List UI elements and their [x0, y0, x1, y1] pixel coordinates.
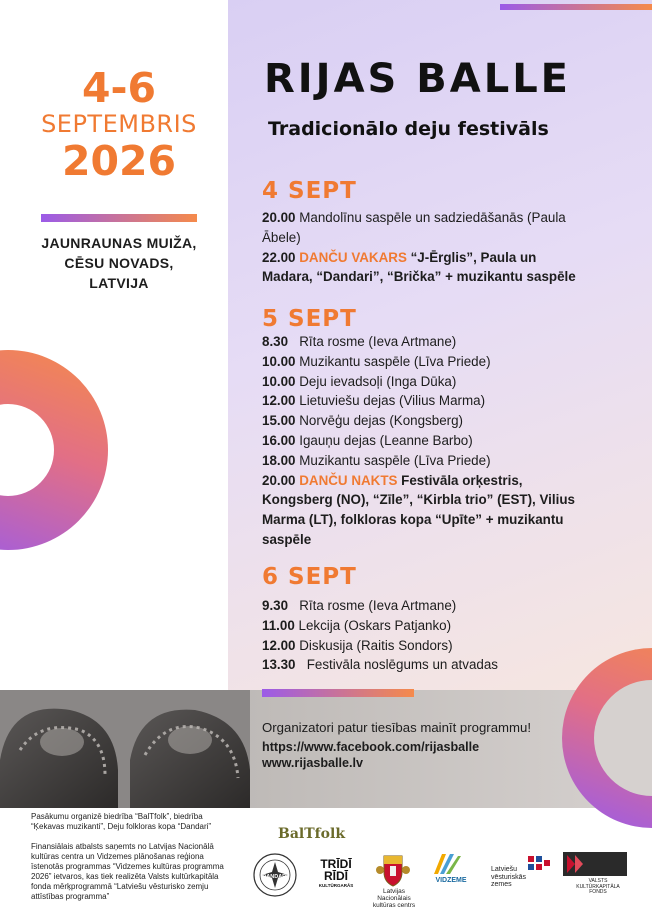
- vidzeme-logo-text: VIDZEME: [435, 877, 467, 884]
- schedule-item: [262, 471, 642, 491]
- dance-shoes-photo: [0, 690, 250, 808]
- schedule-text: Igauņu dejas (Leanne Barbo): [299, 432, 473, 448]
- schedule-item: [262, 352, 642, 372]
- venue: [20, 233, 218, 293]
- festival-subtitle: Tradicionālo deju festivāls: [268, 118, 549, 140]
- schedule-item: [262, 372, 642, 392]
- logo-text: Latviešu: [491, 866, 518, 873]
- logo-text: VALSTS: [588, 878, 608, 884]
- venue-line: LATVIJA: [89, 275, 149, 291]
- schedule-time: 11.00: [262, 617, 295, 633]
- festival-dates: [0, 66, 238, 184]
- tridi-ridi-logo: [318, 858, 354, 889]
- venue-line: CĒSU NOVADS,: [64, 255, 174, 271]
- schedule-text: Muzikantu saspēle (Līva Priede): [299, 353, 491, 369]
- schedule-time: 16.00: [262, 432, 296, 448]
- month: SEPTEMBRIS: [41, 110, 197, 138]
- funding-text: Finansiālais atbalsts saņemts no Latvijas Nacionālā kultūras centra un Vidzemes plānošanas reģiona īstenotās programmas “Vidzemes kultūras programma 2026” ietvaros, kas tiek realizēta Valsts kultūrkapitāla fonda mērķprogrammā “Latviešu vēsturisko zemju attīstības programma”: [31, 842, 224, 901]
- mid-gradient-bar: [262, 689, 414, 697]
- schedule-item-cont: [262, 530, 642, 550]
- schedule-text: Lekcija (Oskars Patjanko): [298, 617, 452, 633]
- schedule-item-cont: [262, 267, 642, 287]
- lnkc-coat-of-arms-logo: [376, 852, 410, 888]
- schedule-text: Rīta rosme (Ieva Artmane): [299, 334, 457, 349]
- schedule-item: [262, 616, 642, 636]
- schedule-text: Kongsberg (NO), “Zīle”, “Kirbla trio” (EST), Vilius: [262, 492, 575, 508]
- schedule-text: Mandolīnu saspēle un sadziedāšanās (Paula: [299, 210, 566, 225]
- schedule-time: 8.30: [262, 334, 289, 349]
- organizers-text: Pasākumu organizē biedrība “BalTfolk”, biedrība “Ķekavas muzikanti”, Deju folkloras kopa “Dandari”: [31, 812, 212, 831]
- schedule-text: Diskusija (Raitis Sondors): [299, 637, 453, 653]
- logo-text: zemes: [491, 881, 512, 888]
- left-gradient-bar: [41, 214, 197, 222]
- schedule-time: 20.00: [262, 210, 296, 225]
- venue-line: JAUNRAUNAS MUIŽA,: [41, 235, 197, 251]
- day-schedule: [262, 332, 642, 550]
- website-link[interactable]: www.rijasballe.lv: [262, 756, 364, 770]
- logo-text: RĪDĪ: [324, 869, 348, 883]
- schedule-time: 12.00: [262, 393, 296, 409]
- schedule-item: [262, 391, 642, 411]
- schedule-item: [262, 431, 642, 451]
- schedule-time: 12.00: [262, 637, 296, 653]
- schedule-text: “J-Ērglis”, Paula un: [406, 249, 537, 265]
- schedule-item: [262, 332, 642, 352]
- schedule-time: 10.00: [262, 373, 296, 389]
- schedule-time: 22.00: [262, 249, 296, 265]
- day-schedule: [262, 596, 642, 675]
- program-change-notice: Organizatori patur tiesības mainīt programmu!: [262, 720, 531, 735]
- logo-text: kultūras centrs: [372, 902, 416, 909]
- schedule-text: Madara, “Dandari”, “Brička” + muzikantu saspēle: [262, 269, 576, 285]
- schedule-text: Rīta rosme (Ieva Artmane): [299, 598, 457, 613]
- logo-text: TRĪDĪ: [320, 857, 352, 871]
- schedule-item: [262, 248, 642, 268]
- schedule-time: 9.30: [262, 598, 289, 613]
- logo-text: Latvijas Nacionālais: [377, 888, 411, 902]
- baltfolk-logo: BalTfolk: [278, 826, 346, 842]
- schedule-item-cont: [262, 510, 642, 530]
- historic-lands-logo: [528, 856, 550, 874]
- schedule-time: 15.00: [262, 413, 296, 429]
- schedule-time: 18.00: [262, 452, 296, 468]
- schedule-item: [262, 208, 642, 228]
- logo-text: KULTŪRKAPITĀLA FONDS: [576, 883, 620, 895]
- schedule-item-cont: [262, 490, 642, 510]
- schedule-item: [262, 655, 642, 675]
- logo-text: KULTŪRGARĀS: [318, 883, 354, 888]
- festival-title: RIJAS BALLE: [264, 56, 572, 102]
- schedule-text: Norvēģu dejas (Kongsberg): [299, 413, 464, 429]
- schedule-text: Festivāla orķestris,: [397, 472, 523, 488]
- logo-text: vēsturiskās: [491, 873, 527, 881]
- historic-lands-logo-text: [491, 866, 529, 889]
- schedule-item: [262, 596, 642, 616]
- schedule-text: Deju ievadsoļi (Inga Dūka): [299, 373, 457, 389]
- schedule-time: 13.30: [262, 657, 296, 673]
- schedule-text: Muzikantu saspēle (Līva Priede): [299, 452, 491, 468]
- day-heading: 4 SEPT: [262, 178, 357, 204]
- schedule-time: 10.00: [262, 353, 296, 369]
- year: 2026: [61, 137, 177, 185]
- lnkc-logo-text: [366, 888, 422, 909]
- schedule-text: Marma (LT), folkloras kopa “Upīte” + muzikantu: [262, 512, 564, 528]
- schedule-item: [262, 636, 642, 656]
- event-highlight: DANČU VAKARS: [299, 249, 407, 265]
- schedule-text: Festivāla noslēgums un atvadas: [306, 657, 498, 673]
- schedule-text: Lietuviešu dejas (Vilius Marma): [299, 393, 486, 409]
- schedule-time: 20.00: [262, 472, 296, 488]
- schedule-text: saspēle: [262, 531, 312, 547]
- day-heading: 6 SEPT: [262, 564, 357, 590]
- dandari-logo-text: DANDARI: [262, 874, 288, 880]
- top-gradient-bar: [500, 4, 652, 10]
- vkkf-logo-text: [568, 879, 628, 896]
- schedule-item: [262, 411, 642, 431]
- day-heading: 5 SEPT: [262, 306, 357, 332]
- schedule-item-cont: Ābele): [262, 229, 301, 245]
- day-schedule: [262, 208, 642, 287]
- facebook-link[interactable]: https://www.facebook.com/rijasballe: [262, 740, 480, 754]
- event-highlight: DANČU NAKTS: [299, 472, 398, 488]
- decorative-ring-left: [0, 350, 108, 550]
- date-range: 4-6: [81, 64, 157, 112]
- vidzeme-logo: [432, 852, 462, 876]
- schedule-item: [262, 451, 642, 471]
